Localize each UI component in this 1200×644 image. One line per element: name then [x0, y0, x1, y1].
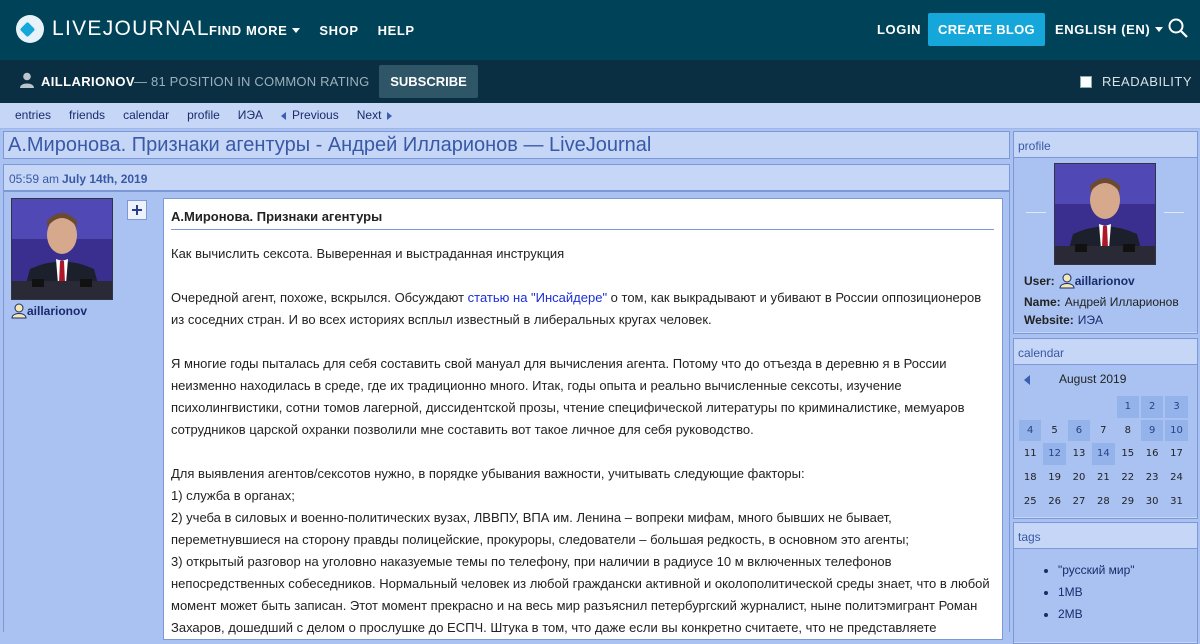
list-item-3: 3) открытый разговор на уголовно наказуемые темы по телефону, при наличии в радиусе 10 м включенных телефонов непосредственных собеседников. Нормальный человек из любой граждански активной и околополитической среды знает, что в любой момент может быть записан. Этот момент прекрасно и на весь мир разъяснил петербургский журналист, ныне политэмигрант Роман Захаров, дошедший с делом о прослушке до ЕСПЧ. Штука в том, что даже если вы конкретно считаете, что не представляете	[171, 554, 990, 635]
main-nav	[209, 0, 434, 60]
tags-header: tags	[1014, 523, 1197, 549]
arrow-right-icon	[387, 112, 392, 120]
profile-user-link[interactable]: aillarionov	[1074, 274, 1135, 288]
language-selector[interactable]	[1055, 22, 1163, 37]
calendar-day: 29	[1121, 495, 1135, 507]
entry-time: 05:59 am	[9, 172, 60, 186]
calendar-day: 22	[1121, 472, 1135, 484]
calendar-day: 31	[1170, 495, 1183, 507]
divider	[1164, 212, 1184, 213]
calendar-day: 15	[1121, 448, 1135, 460]
nav-profile[interactable]: profile	[187, 108, 220, 122]
readability-label: READABILITY	[1102, 74, 1193, 89]
userpic-avatar[interactable]	[11, 198, 113, 300]
profile-user-line	[1024, 273, 1135, 289]
tag-item[interactable]: • "русский мир"	[1058, 559, 1197, 581]
journal-rating: — 81 POSITION IN COMMON RATING	[134, 74, 370, 89]
page-title: А.Миронова. Признаки агентуры - Андрей Илларионов — LiveJournal	[8, 134, 652, 156]
calendar-day[interactable]: 2	[1141, 396, 1163, 418]
entry-poster[interactable]	[11, 303, 87, 319]
calendar-day: 23	[1145, 472, 1159, 484]
nav-find-more-label: FIND MORE	[209, 22, 288, 38]
calendar-day: 28	[1097, 495, 1110, 507]
calendar-day: 13	[1072, 448, 1086, 460]
list-item-1: 1) служба в органах;	[171, 488, 295, 503]
calendar-day[interactable]: 1	[1117, 396, 1139, 418]
profile-user-label: User:	[1024, 274, 1055, 288]
tag-item[interactable]: • 2MB	[1058, 603, 1197, 625]
calendar-empty-cell	[1043, 396, 1065, 418]
profile-name-line	[1024, 295, 1179, 309]
calendar-day: 7	[1100, 424, 1107, 436]
nav-shop-label: SHOP	[319, 22, 359, 38]
calendar-day: 11	[1023, 448, 1037, 460]
calendar-day: 16	[1145, 448, 1159, 460]
nav-friends[interactable]: friends	[69, 108, 106, 122]
tags-box	[1013, 522, 1198, 644]
entry-post	[163, 198, 1003, 640]
subscribe-button[interactable]: SUBSCRIBE	[379, 65, 478, 98]
calendar-day: 24	[1170, 472, 1183, 484]
calendar-day: 25	[1023, 495, 1037, 507]
entry-poster-name: aillarionov	[27, 304, 88, 318]
entry-date[interactable]: July 14th, 2019	[62, 172, 148, 186]
profile-website-line	[1024, 313, 1103, 327]
logo-text: LIVEJOURNAL	[52, 17, 210, 40]
entry-body	[171, 243, 996, 639]
calendar-day: 17	[1170, 448, 1183, 460]
calendar-day: 27	[1072, 495, 1086, 507]
profile-website-link[interactable]: ИЭА	[1077, 313, 1104, 327]
calendar-box	[1013, 338, 1198, 519]
calendar-grid	[1018, 395, 1189, 513]
nav-previous-label: Previous	[292, 108, 339, 122]
calendar-empty-cell	[1068, 396, 1090, 418]
profile-body	[1014, 158, 1197, 332]
calendar-day[interactable]: 3	[1165, 396, 1187, 418]
user-icon	[11, 303, 27, 319]
paragraph-3: Я многие годы пыталась для себя составить свой мануал для вычисления агента. Потому что до отъезда в деревню я в России неизменно находилась в среде, где их традиционно много. Итак, годы опыта и реально вычисленные сексоты, изучение психолингвистики, сотни томов лагерной, диссидентской прозы, чтение специфической литературы по криминалистике, мемуаров сотрудников царской охранки позволили мне составить вот такое личное для себя руководство.	[171, 356, 965, 437]
calendar-empty-cell	[1019, 396, 1041, 418]
profile-userpic[interactable]	[1054, 163, 1156, 265]
nav-find-more[interactable]	[209, 23, 300, 38]
insider-article-link[interactable]: статью на "Инсайдере"	[467, 290, 608, 305]
paragraph-4: Для выявления агентов/сексотов нужно, в порядке убывания важности, учитывать следующие факторы:	[171, 466, 805, 481]
calendar-day: 19	[1048, 472, 1061, 484]
calendar-empty-cell	[1092, 396, 1114, 418]
tag-item[interactable]: • 1MB	[1058, 581, 1197, 603]
nav-iea[interactable]: ИЭА	[237, 108, 264, 122]
journal-username[interactable]: AILLARIONOV	[41, 74, 135, 89]
gap	[171, 265, 996, 287]
tags-list	[1014, 549, 1197, 625]
paragraph-1: Как вычислить сексота. Выверенная и выстраданная инструкция	[171, 246, 565, 261]
journal-nav	[15, 108, 410, 122]
paragraph-2-start: Очередной агент, похоже, вскрылся. Обсуждают	[171, 290, 468, 305]
calendar-day[interactable]: 9	[1141, 420, 1163, 442]
nav-next[interactable]	[357, 108, 393, 122]
calendar-day[interactable]: 10	[1165, 420, 1187, 442]
chevron-down-icon	[292, 28, 300, 33]
calendar-header: calendar	[1014, 339, 1197, 365]
calendar-day: 18	[1023, 472, 1037, 484]
nav-calendar[interactable]: calendar	[123, 108, 170, 122]
login-link[interactable]: LOGIN	[877, 22, 922, 37]
readability-toggle[interactable]	[1080, 74, 1192, 89]
calendar-day[interactable]: 14	[1092, 443, 1114, 465]
calendar-day: 21	[1097, 472, 1110, 484]
calendar-day: 26	[1048, 495, 1061, 507]
profile-box	[1013, 131, 1198, 334]
profile-name: Андрей Илларионов	[1064, 295, 1179, 309]
calendar-day: 8	[1124, 424, 1131, 436]
calendar-prev-icon[interactable]	[1024, 375, 1030, 385]
entry-subject: А.Миронова. Признаки агентуры	[171, 209, 994, 230]
calendar-day[interactable]: 4	[1019, 420, 1041, 442]
nav-next-label: Next	[356, 108, 382, 122]
livejournal-logo[interactable]	[16, 15, 210, 43]
calendar-day: 30	[1145, 495, 1159, 507]
nav-previous[interactable]	[281, 108, 339, 122]
paragraph-2-end: о том, как выкрадывают и убивают в России оппозиционеров из соседних стран. И во всех историях всплыл известный в либеральных кругах человек.	[171, 290, 982, 327]
user-icon	[20, 72, 34, 88]
entry-date-box	[3, 164, 1010, 191]
profile-website-label: Website:	[1024, 313, 1074, 327]
nav-help[interactable]	[378, 23, 415, 38]
readability-checkbox[interactable]	[1080, 76, 1092, 88]
calendar-day[interactable]: 12	[1043, 443, 1065, 465]
nav-shop[interactable]	[319, 23, 358, 38]
calendar-day[interactable]: 6	[1068, 420, 1090, 442]
nav-help-label: HELP	[377, 22, 415, 38]
chevron-down-icon	[1155, 27, 1163, 32]
create-blog-button[interactable]: CREATE BLOG	[928, 13, 1045, 46]
language-label: ENGLISH (EN)	[1055, 22, 1151, 37]
expand-plus-icon[interactable]	[127, 200, 147, 220]
gap	[171, 331, 996, 353]
nav-entries[interactable]: entries	[15, 108, 52, 122]
calendar-day: 5	[1051, 424, 1058, 436]
gap	[171, 441, 996, 463]
page-title-box	[3, 131, 1010, 159]
user-icon	[1059, 273, 1075, 289]
list-item-2: 2) учеба в силовых и военно-политических вузах, ЛВВПУ, ВПА им. Ленина – вопреки мифам, много бывших не бывает, переметнувшиеся на сторону правды полицейские, прокуроры, следователи – большая редкость, в основном это агенты;	[171, 510, 909, 547]
profile-name-label: Name:	[1024, 295, 1061, 309]
calendar-day: 20	[1072, 472, 1086, 484]
calendar-body	[1014, 365, 1197, 517]
arrow-left-icon	[281, 112, 286, 120]
livejournal-logo-icon	[16, 15, 44, 43]
tags-body	[1014, 549, 1197, 642]
paragraph-2	[171, 287, 996, 331]
divider	[1026, 212, 1046, 213]
profile-header: profile	[1014, 132, 1197, 158]
calendar-month[interactable]: August 2019	[1059, 372, 1127, 386]
search-icon[interactable]	[1168, 18, 1188, 38]
